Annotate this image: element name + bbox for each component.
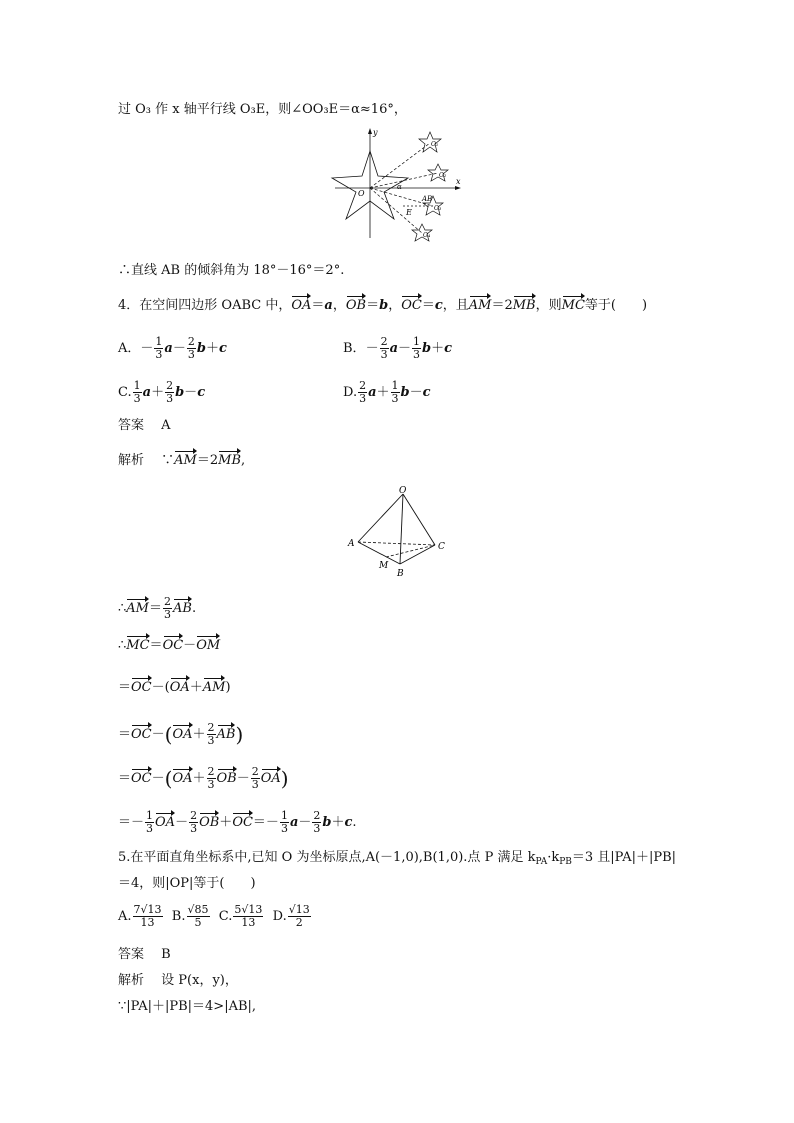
q4-analysis-label: 解析 xyxy=(118,453,145,468)
derivation-2: ∴MC＝OC－OM xyxy=(118,638,221,653)
label-y: y xyxy=(373,128,378,137)
q5-options: A. $\frac{7√13}{13}$ B. $\frac{√85}{5}$ C. $\frac{5√13}{13}$ D. $\frac{√13}{2}$ xyxy=(118,903,310,929)
label-x: x xyxy=(456,177,461,186)
q4-option-c: C. $\frac{1}{3}$ a＋ $\frac{2}{3}$ b－c xyxy=(118,379,206,405)
q5-answer-line: 答案 B xyxy=(118,947,171,962)
q3-conclusion: ∴直线 AB 的倾斜角为 18°－16°＝2°. xyxy=(118,263,345,278)
q5-analysis-line2: ∵|PA|＋|PB|＝4>|AB|, xyxy=(118,999,257,1014)
q4-answer-label: 答案 xyxy=(118,418,145,433)
q4-answer: A xyxy=(161,418,171,433)
tetrahedron-figure xyxy=(340,484,455,580)
q4-stem-b: ，且 xyxy=(442,298,469,313)
q4-option-d: D. $\frac{2}{3}$ a＋ $\frac{1}{3}$ b－c xyxy=(343,379,431,405)
q4-option-b: B．－ $\frac{2}{3}$ a－ $\frac{1}{3}$ b＋c xyxy=(343,335,453,361)
label-O: O xyxy=(399,486,407,496)
derivation-1: ∴AM＝ $\frac{2}{3}$ AB. xyxy=(118,595,197,621)
label-o1: O₁ xyxy=(431,141,439,148)
q5-stem-line1: 5.在平面直角坐标系中,已知 O 为坐标原点,A(－1,0),B(1,0).点 P 满足 $k_{PA}\cdot k_{PB}=3$ 且|PA|＋|PB| xyxy=(118,850,677,867)
q4-answer-line xyxy=(118,418,171,434)
q4-analysis-line: 解析 ∵AM＝2MB, xyxy=(118,453,246,468)
q4-stem-d: 等于( ) xyxy=(584,298,648,313)
label-B: B xyxy=(397,569,404,579)
q5-stem-line2: ＝4，则|OP|等于( ) xyxy=(118,876,256,891)
label-A: A xyxy=(348,539,355,549)
label-o3: O₃ xyxy=(434,205,442,212)
star-figure xyxy=(330,126,465,251)
intro-line: 过 O₃ 作 x 轴平行线 O₃E，则∠OO₃E＝α≈16°， xyxy=(118,102,407,117)
q5-analysis-line: 解析 设 P(x，y)， xyxy=(118,973,238,988)
derivation-4: ＝OC－(OA＋ $\frac{2}{3}$ AB) xyxy=(118,721,244,747)
q4-stem: 4．在空间四边形 OABC 中，OA＝a，OB＝b，OC＝c，且AM＝2MB，则MC等于( ) xyxy=(118,298,648,313)
derivation-5: ＝OC－(OA＋ $\frac{2}{3}$ OB－ $\frac{2}{3}$ OA) xyxy=(118,765,289,791)
label-ab: AB xyxy=(422,195,433,203)
derivation-6: ＝－ $\frac{1}{3}$ OA－ $\frac{2}{3}$ OB＋OC＝－ $\frac{1}{3}$ a－ $\frac{2}{3}$ b＋c. xyxy=(118,809,357,835)
q4-option-a: A．－ $\frac{1}{3}$ a－ $\frac{2}{3}$ b＋c xyxy=(118,335,227,361)
label-o: O xyxy=(358,189,365,198)
label-e: E xyxy=(406,208,412,217)
q4-number: 4． xyxy=(118,298,140,313)
label-M: M xyxy=(379,561,389,571)
q4-stem-c: ，则 xyxy=(535,298,562,313)
label-alpha: α xyxy=(397,183,402,191)
label-C: C xyxy=(438,542,445,552)
derivation-3: ＝OC－(OA＋AM) xyxy=(118,680,231,695)
label-o2: O₂ xyxy=(439,172,447,179)
label-o4: O₄ xyxy=(423,232,431,239)
q4-stem-a: 在空间四边形 OABC 中， xyxy=(139,298,292,313)
